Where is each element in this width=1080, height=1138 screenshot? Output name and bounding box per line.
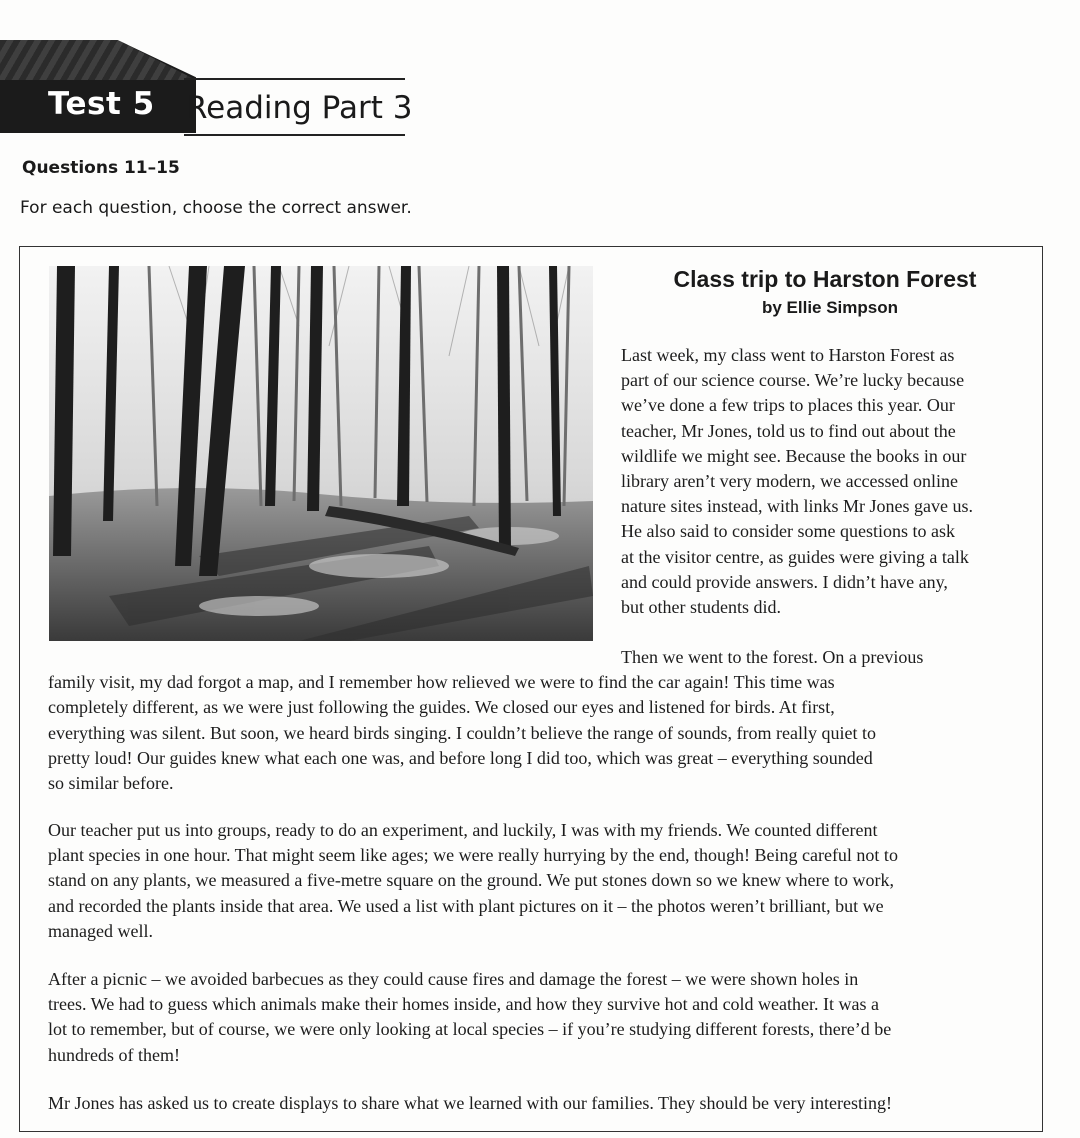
- text-line: nature sites instead, with links Mr Jones gave us.: [621, 496, 973, 517]
- article-paragraph-2: [48, 645, 1023, 796]
- questions-heading: Questions 11–15: [22, 158, 180, 178]
- article-title: Class trip to Harston Forest: [673, 266, 977, 292]
- article-paragraph-3: [48, 818, 1023, 944]
- text-line: trees. We had to guess which animals make their homes inside, and how they survive hot and cold weather. It was a: [48, 994, 880, 1015]
- text-line: After a picnic – we avoided barbecues as they could cause fires and damage the forest – we were shown holes in: [48, 969, 859, 989]
- text-line: Last week, my class went to Harston Forest as: [621, 345, 955, 365]
- text-line: everything was silent. But soon, we heard birds singing. I couldn’t believe the range of sounds, from really quiet to: [48, 722, 876, 743]
- part-title-box: [184, 78, 413, 136]
- text-line: library aren’t very modern, we accessed online: [621, 471, 959, 492]
- text-line: managed well.: [48, 920, 153, 941]
- text-line: Then we went to the forest. On a previous: [621, 647, 924, 667]
- text-line: at the visitor centre, as guides were giving a talk: [621, 546, 969, 567]
- text-line: plant species in one hour. That might seem like ages; we were really hurrying by the end, though! Being careful not to: [48, 845, 898, 866]
- text-line: family visit, my dad forgot a map, and I remember how relieved we were to find the car again! This time was: [48, 672, 835, 693]
- text-line: lot to remember, but of course, we were only looking at local species – if you’re studying different forests, there’d be: [48, 1019, 892, 1040]
- text-line: completely different, as we were just following the guides. We closed our eyes and listened for birds. At first,: [48, 697, 835, 718]
- header-stripes: [0, 40, 196, 80]
- text-line: and could provide answers. I didn’t have any,: [621, 571, 948, 592]
- instruction-text: For each question, choose the correct answer.: [20, 198, 412, 218]
- text-line: we’ve done a few trips to places this year. Our: [621, 395, 955, 416]
- text-line: wildlife we might see. Because the books in our: [621, 445, 967, 466]
- text-line: hundreds of them!: [48, 1044, 180, 1065]
- forest-photo-icon: [49, 266, 593, 641]
- forest-photo: [49, 266, 593, 641]
- text-line: pretty loud! Our guides knew what each one was, and before long I did too, which was great – everything sounded: [48, 747, 873, 768]
- text-line: Our teacher put us into groups, ready to do an experiment, and luckily, I was with my friends. We counted different: [48, 820, 878, 840]
- text-line: teacher, Mr Jones, told us to find out about the: [621, 420, 956, 441]
- text-line: stand on any plants, we measured a five-metre square on the ground. We put stones down so we knew where to work,: [48, 870, 894, 891]
- text-line: so similar before.: [48, 773, 174, 794]
- test-label: Test 5: [48, 86, 155, 122]
- article-paragraph-5: [48, 1091, 1023, 1116]
- text-line: He also said to consider some questions to ask: [621, 521, 955, 542]
- text-line: part of our science course. We’re lucky because: [621, 370, 965, 391]
- text-line: Mr Jones has asked us to create displays to share what we learned with our families. They should be very interesting!: [48, 1093, 892, 1113]
- text-line: but other students did.: [621, 597, 781, 618]
- text-line: and recorded the plants inside that area. We used a list with plant pictures on it – the photos weren’t brilliant, but we: [48, 895, 884, 916]
- article-paragraph-4: [48, 967, 1023, 1068]
- article-byline: by Ellie Simpson: [761, 298, 899, 317]
- part-label: Reading Part 3: [186, 90, 413, 126]
- article-paragraph-1: [621, 343, 1021, 620]
